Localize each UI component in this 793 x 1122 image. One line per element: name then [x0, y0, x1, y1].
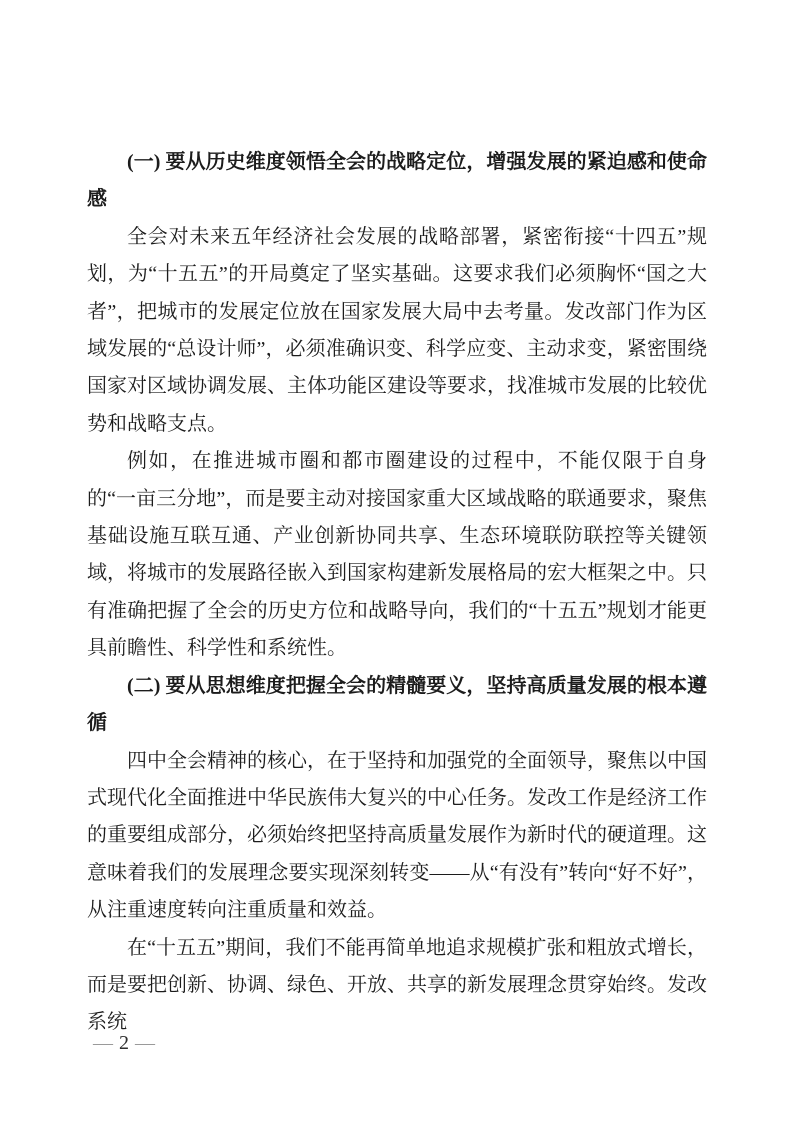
page-number-footer	[87, 1031, 161, 1055]
section-heading-2: (二) 要从思想维度把握全会的精髓要义，坚持高质量发展的根本遵循	[87, 674, 707, 735]
page-number: 2	[119, 1032, 129, 1054]
section-heading-1: (一) 要从历史维度领悟全会的战略定位，增强发展的紧迫感和使命感	[87, 151, 707, 211]
body-paragraph-3: 四中全会精神的核心，在于坚持和加强党的全面领导，聚焦以中国式现代化全面推进中华民族伟大复兴的中心任务。发改工作是经济工作的重要组成部分，必须始终把坚持高质量发展作为新时代的硬道理。这意味着我们的发展理念要实现深刻转变——从“有没有”转向“好不好”，从注重速度转向注重质量和效益。	[87, 749, 707, 922]
page-number-dash-right: —	[135, 1032, 155, 1054]
body-paragraph-1: 全会对未来五年经济社会发展的战略部署，紧密衔接“十四五”规划，为“十五五”的开局奠定了坚实基础。这要求我们必须胸怀“国之大者”，把城市的发展定位放在国家发展大局中去考量。发改部门作为区域发展的“总设计师”，必须准确识变、科学应变、主动求变，紧密围绕国家对区域协调发展、主体功能区建设等要求，找准城市发展的比较优势和战略支点。	[87, 225, 707, 435]
body-paragraph-2: 例如，在推进城市圈和都市圈建设的过程中，不能仅限于自身的“一亩三分地”，而是要主动对接国家重大区域战略的联通要求，聚焦基础设施互联互通、产业创新协同共享、生态环境联防联控等关键领域，将城市的发展路径嵌入到国家构建新发展格局的宏大框架之中。只有准确把握了全会的历史方位和战略导向，我们的“十五五”规划才能更具前瞻性、科学性和系统性。	[87, 450, 707, 660]
document-body	[87, 144, 707, 1042]
body-paragraph-4: 在“十五五”期间，我们不能再简单地追求规模扩张和粗放式增长，而是要把创新、协调、绿色、开放、共享的新发展理念贯穿始终。发改系统	[87, 936, 707, 1034]
page-number-dash-left: —	[93, 1032, 113, 1054]
